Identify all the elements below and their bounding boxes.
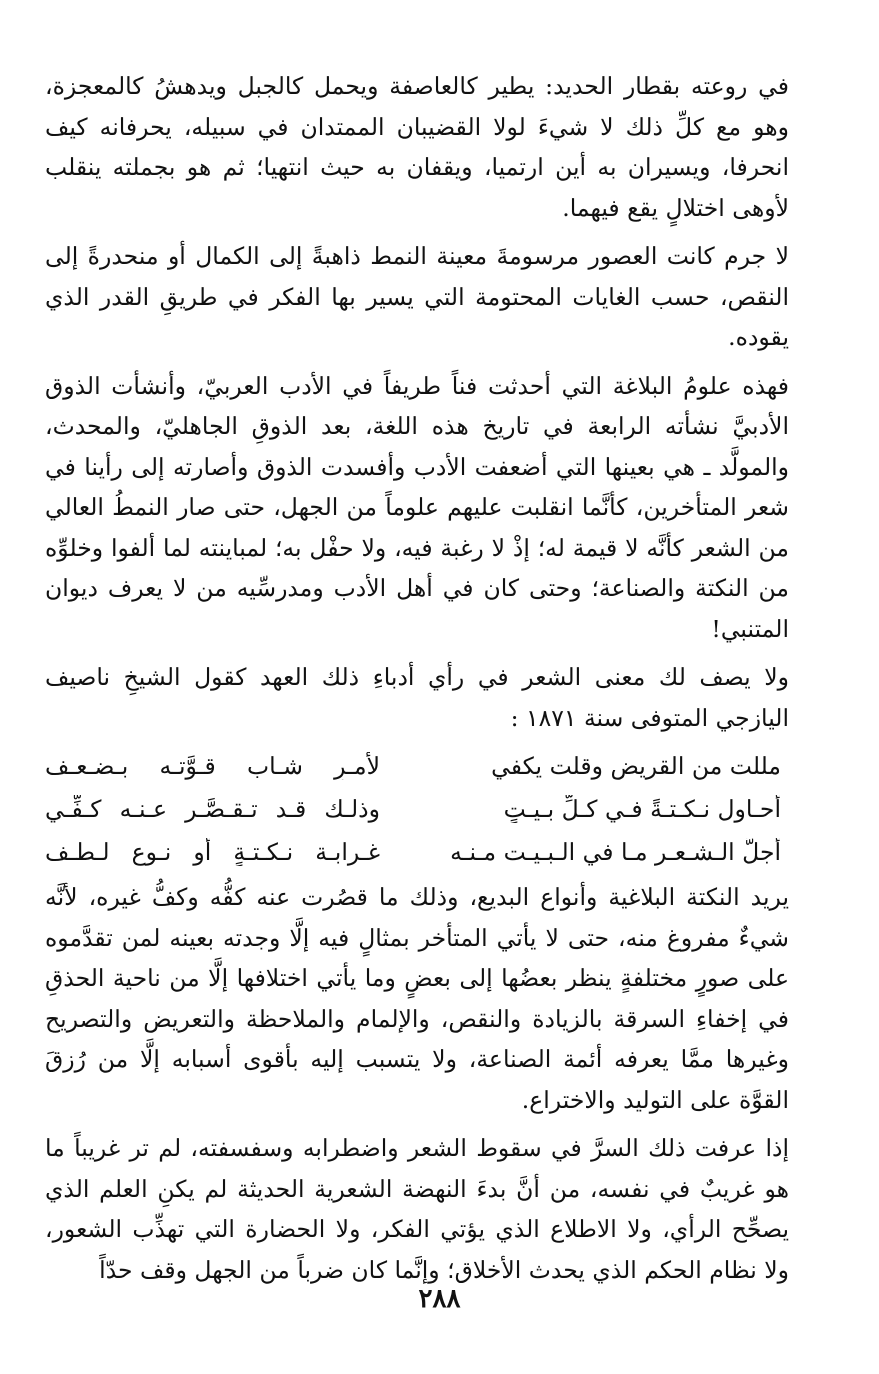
poem-first-hemistich: مللت من القريض وقلت يكفي bbox=[491, 751, 781, 780]
page-number: ٢٨٨ bbox=[418, 1284, 461, 1314]
poem-verse bbox=[45, 744, 789, 787]
poem-second-hemistich: غـرابـة نـكـتـةٍ أو نـوع لـطـف bbox=[45, 837, 380, 866]
paragraph-1: في روعته بقطار الحديد: يطير كالعاصفة ويحمل كالجبل ويدهشُ كالمعجزة، وهو مع كلِّ ذلك لا شيءَ لولا القضيبان الممتدان في سبيله، يحرفانه كيف انحرفا، ويسيران به أين ارتميا، ويقفان به حيث انتهيا؛ ثم هو بجملته ينقلب لأوهى اختلالٍ يقع فيهما. bbox=[45, 72, 789, 222]
paragraph-4: ولا يصف لك معنى الشعر في رأي أدباءِ ذلك العهد كقول الشيخِ ناصيف اليازجي المتوفى سنة ١٨٧١ : bbox=[45, 663, 789, 732]
poem-first-hemistich: أُحـاول نـكـتـةً فـي كـلِّ بـيـتٍ bbox=[503, 794, 781, 823]
poem-verse bbox=[45, 830, 789, 873]
paragraph-5: يريد النكتة البلاغية وأنواع البديع، وذلك ما قصُرت عنه كفُّه وكفُّ غيره، لأنَّه شيءٌ مفروغ منه، حتى لا يأتي المتأخر بمثالٍ فيه إلَّا وجدته بعينه لمن تقدَّموه على صورٍ مختلفةٍ ينظر بعضُها إلى بعضٍ وما يأتي اختلافها إلَّا من ناحية الحذقِ في إخفاءِ السرقة بالزيادة والنقص، والإلمام والملاحظة والتعريض والتصريح وغيرها ممَّا يعرفه أئمة الصناعة، ولا يتسبب إليه بأقوى أسبابه إلَّا من رُزقَ القوَّة على التوليد والاختراع. bbox=[45, 883, 789, 1114]
page-body bbox=[45, 66, 789, 1290]
paragraph-3: فهذه علومُ البلاغة التي أحدثت فناً طريفاً في الأدب العربيّ، وأنشأت الذوق الأدبيَّ نشأته الرابعة في تاريخ هذه اللغة، بعد الذوقِ الجاهليّ، والمحدث، والمولَّد ـ هي بعينها التي أضعفت الأدب وأفسدت الذوق وأصارته إلى رأينا في شعر المتأخرين، كأنَّما انقلبت عليهم علوماً من الجهل، حتى صار النمطُ العالي من الشعر كأنَّه لا قيمة له؛ إذْ لا رغبة فيه، ولا حفْل به؛ لمباينته لما ألفوا وخلوِّه من النكتة والصناعة؛ وحتى كان في أهل الأدب ومدرسِّيه من لا يعرف ديوان المتنبي! bbox=[45, 371, 789, 643]
poem-first-hemistich: أجلُّ الـشـعـر مـا في الـبـيـت مـنـه bbox=[450, 837, 781, 866]
poem-second-hemistich: لأمـرٍ شـاب قـوَّتـه بـضـعـف bbox=[45, 751, 380, 780]
poem-second-hemistich: وذلـك قـد تـقـصَّـر عـنـه كـفِّـي bbox=[45, 794, 380, 823]
poem-block bbox=[45, 744, 789, 873]
paragraph-2: لا جرم كانت العصور مرسومةَ معينة النمط ذاهبةً إلى الكمال أو منحدرةً إلى النقص، حسب الغايات المحتومة التي يسير بها الفكر في طريقِ القدر الذي يقوده. bbox=[45, 242, 789, 351]
poem-verse bbox=[45, 787, 789, 830]
paragraph-6: إذا عرفت ذلك السرَّ في سقوط الشعر واضطرابه وسفسفته، لم تر غريباً ما هو غريبٌ في نفسه، من أنَّ بدءَ النهضة الشعرية الحديثة لم يكنِ العلم الذي يصحِّح الرأي، ولا الاطلاع الذي يؤتي الفكر، ولا الحضارة التي تهذِّب الشعور، ولا نظام الحكم الذي يحدث الأخلاق؛ وإنَّما كان ضرباً من الجهل وقف حدّاً bbox=[45, 1134, 789, 1284]
